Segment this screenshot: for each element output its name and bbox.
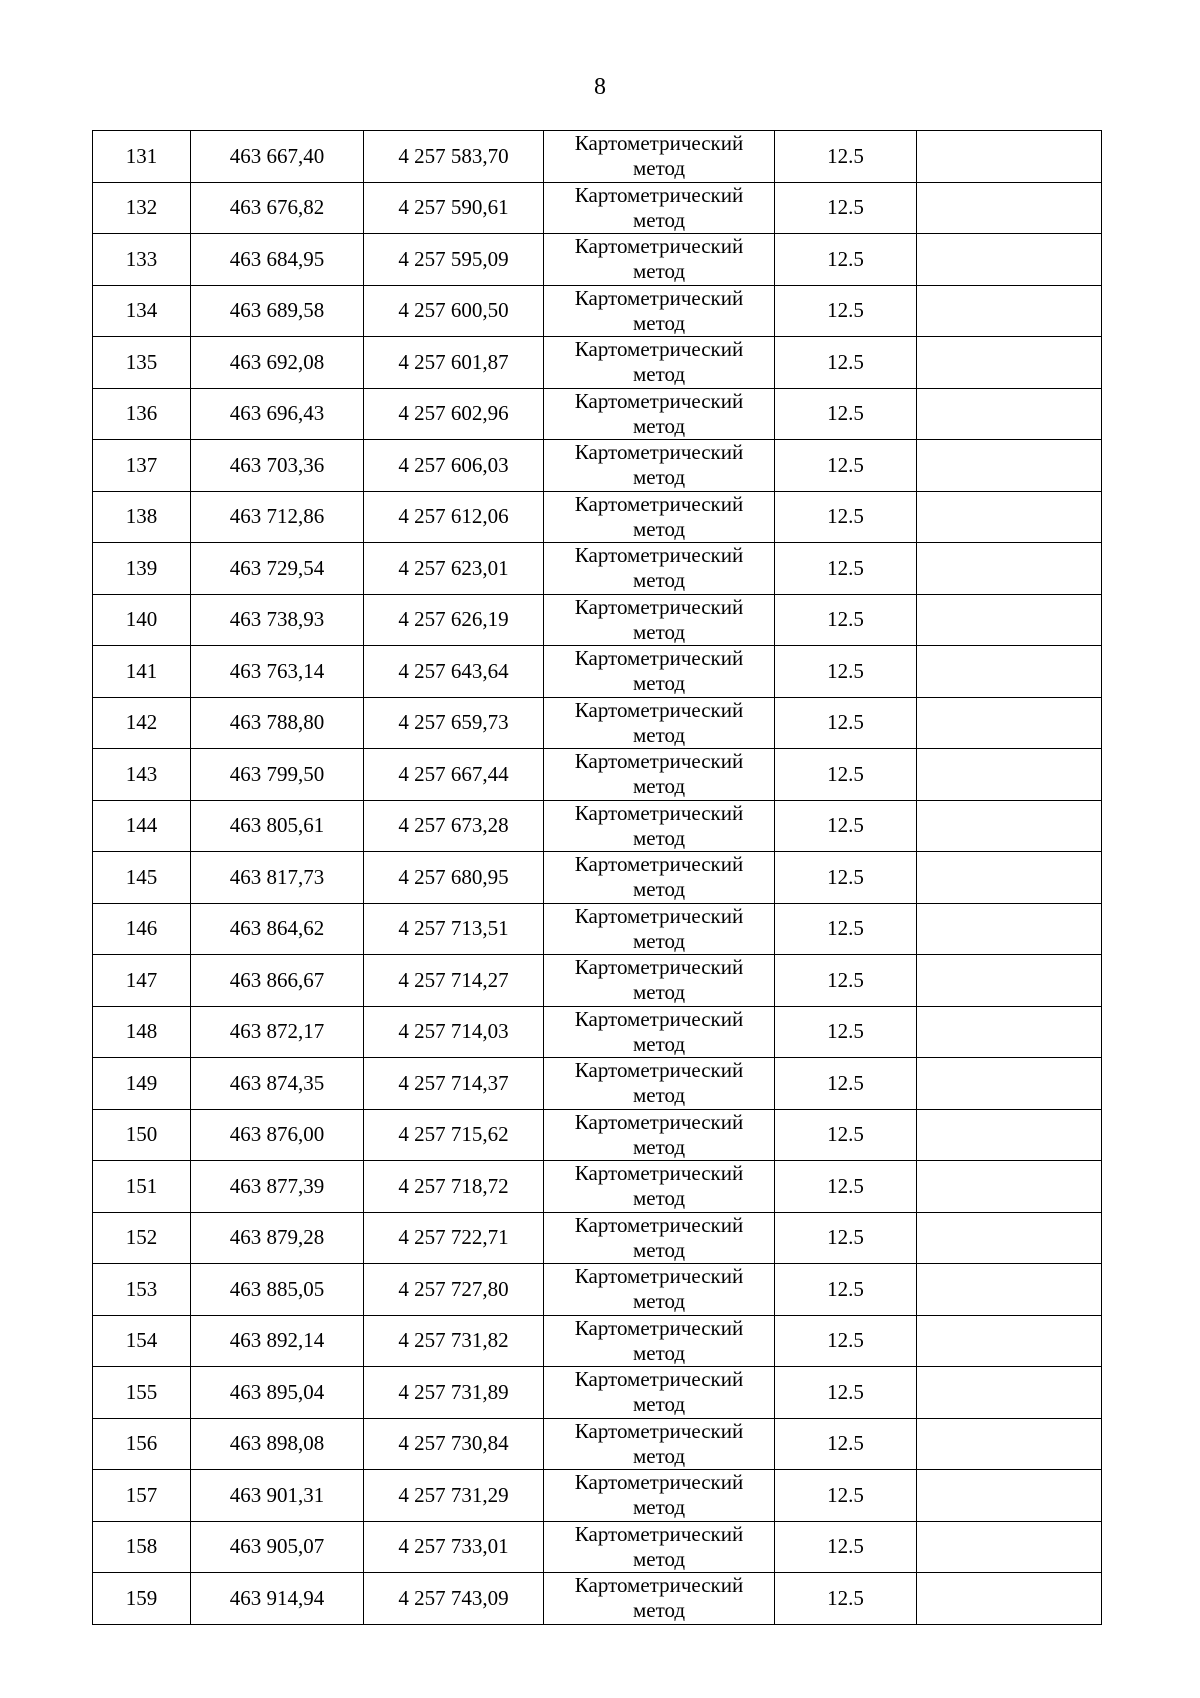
y-coordinate-cell: 4 257 590,61 — [364, 182, 544, 234]
table-row — [93, 749, 1102, 801]
method-line-2: метод — [632, 1546, 686, 1571]
point-number-cell: 131 — [93, 131, 191, 183]
method-line-2: метод — [632, 310, 686, 335]
method-cell — [544, 234, 775, 286]
table-row — [93, 491, 1102, 543]
method-line-1: Картометрический — [574, 1058, 744, 1083]
x-coordinate-cell: 463 763,14 — [191, 646, 364, 698]
y-coordinate-cell: 4 257 714,37 — [364, 1058, 544, 1110]
note-cell — [917, 1367, 1102, 1419]
table-row — [93, 1521, 1102, 1573]
accuracy-cell: 12.5 — [775, 1418, 917, 1470]
y-coordinate-cell: 4 257 626,19 — [364, 594, 544, 646]
x-coordinate-cell: 463 914,94 — [191, 1573, 364, 1625]
y-coordinate-cell: 4 257 601,87 — [364, 337, 544, 389]
x-coordinate-cell: 463 895,04 — [191, 1367, 364, 1419]
coordinates-table — [92, 130, 1102, 1625]
note-cell — [917, 1521, 1102, 1573]
x-coordinate-cell: 463 866,67 — [191, 955, 364, 1007]
method-cell — [544, 749, 775, 801]
accuracy-cell: 12.5 — [775, 852, 917, 904]
method-cell — [544, 337, 775, 389]
accuracy-cell: 12.5 — [775, 285, 917, 337]
method-cell — [544, 903, 775, 955]
method-line-2: метод — [632, 1186, 686, 1211]
x-coordinate-cell: 463 905,07 — [191, 1521, 364, 1573]
method-line-2: метод — [632, 362, 686, 387]
y-coordinate-cell: 4 257 713,51 — [364, 903, 544, 955]
y-coordinate-cell: 4 257 659,73 — [364, 697, 544, 749]
method-line-2: метод — [632, 1083, 686, 1108]
y-coordinate-cell: 4 257 714,27 — [364, 955, 544, 1007]
x-coordinate-cell: 463 703,36 — [191, 440, 364, 492]
method-cell — [544, 440, 775, 492]
x-coordinate-cell: 463 864,62 — [191, 903, 364, 955]
method-line-2: метод — [632, 825, 686, 850]
method-line-2: метод — [632, 1134, 686, 1159]
method-line-1: Картометрический — [574, 131, 744, 156]
x-coordinate-cell: 463 892,14 — [191, 1315, 364, 1367]
method-cell — [544, 1212, 775, 1264]
coordinates-table-body — [93, 131, 1102, 1625]
y-coordinate-cell: 4 257 595,09 — [364, 234, 544, 286]
point-number-cell: 133 — [93, 234, 191, 286]
accuracy-cell: 12.5 — [775, 1315, 917, 1367]
table-row — [93, 1315, 1102, 1367]
y-coordinate-cell: 4 257 583,70 — [364, 131, 544, 183]
note-cell — [917, 1315, 1102, 1367]
note-cell — [917, 182, 1102, 234]
method-line-1: Картометрический — [574, 1161, 744, 1186]
accuracy-cell: 12.5 — [775, 1573, 917, 1625]
x-coordinate-cell: 463 684,95 — [191, 234, 364, 286]
x-coordinate-cell: 463 901,31 — [191, 1470, 364, 1522]
method-line-1: Картометрический — [574, 285, 744, 310]
y-coordinate-cell: 4 257 731,82 — [364, 1315, 544, 1367]
point-number-cell: 136 — [93, 388, 191, 440]
note-cell — [917, 337, 1102, 389]
accuracy-cell: 12.5 — [775, 1470, 917, 1522]
y-coordinate-cell: 4 257 715,62 — [364, 1109, 544, 1161]
method-line-1: Картометрический — [574, 955, 744, 980]
x-coordinate-cell: 463 712,86 — [191, 491, 364, 543]
note-cell — [917, 1573, 1102, 1625]
method-line-1: Картометрический — [574, 1212, 744, 1237]
method-line-1: Картометрический — [574, 1315, 744, 1340]
note-cell — [917, 1470, 1102, 1522]
table-row — [93, 1006, 1102, 1058]
method-cell — [544, 594, 775, 646]
table-row — [93, 543, 1102, 595]
point-number-cell: 135 — [93, 337, 191, 389]
method-cell — [544, 646, 775, 698]
method-line-2: метод — [632, 1031, 686, 1056]
y-coordinate-cell: 4 257 718,72 — [364, 1161, 544, 1213]
y-coordinate-cell: 4 257 727,80 — [364, 1264, 544, 1316]
method-line-1: Картометрический — [574, 1367, 744, 1392]
note-cell — [917, 903, 1102, 955]
method-line-2: метод — [632, 259, 686, 284]
method-cell — [544, 131, 775, 183]
y-coordinate-cell: 4 257 731,29 — [364, 1470, 544, 1522]
y-coordinate-cell: 4 257 730,84 — [364, 1418, 544, 1470]
method-line-2: метод — [632, 1340, 686, 1365]
table-row — [93, 1418, 1102, 1470]
method-cell — [544, 1521, 775, 1573]
note-cell — [917, 800, 1102, 852]
accuracy-cell: 12.5 — [775, 1212, 917, 1264]
accuracy-cell: 12.5 — [775, 1109, 917, 1161]
method-line-2: метод — [632, 207, 686, 232]
note-cell — [917, 491, 1102, 543]
method-cell — [544, 1109, 775, 1161]
method-line-2: метод — [632, 774, 686, 799]
note-cell — [917, 646, 1102, 698]
x-coordinate-cell: 463 805,61 — [191, 800, 364, 852]
method-line-1: Картометрический — [574, 1521, 744, 1546]
point-number-cell: 148 — [93, 1006, 191, 1058]
table-row — [93, 594, 1102, 646]
method-line-2: метод — [632, 1598, 686, 1623]
method-line-2: метод — [632, 980, 686, 1005]
x-coordinate-cell: 463 689,58 — [191, 285, 364, 337]
note-cell — [917, 594, 1102, 646]
accuracy-cell: 12.5 — [775, 543, 917, 595]
method-cell — [544, 388, 775, 440]
method-line-2: метод — [632, 1443, 686, 1468]
x-coordinate-cell: 463 788,80 — [191, 697, 364, 749]
point-number-cell: 157 — [93, 1470, 191, 1522]
note-cell — [917, 1161, 1102, 1213]
x-coordinate-cell: 463 898,08 — [191, 1418, 364, 1470]
note-cell — [917, 1212, 1102, 1264]
method-line-1: Картометрический — [574, 1109, 744, 1134]
method-line-2: метод — [632, 619, 686, 644]
accuracy-cell: 12.5 — [775, 1521, 917, 1573]
accuracy-cell: 12.5 — [775, 491, 917, 543]
method-cell — [544, 955, 775, 1007]
accuracy-cell: 12.5 — [775, 594, 917, 646]
method-cell — [544, 543, 775, 595]
method-line-1: Картометрический — [574, 800, 744, 825]
note-cell — [917, 285, 1102, 337]
point-number-cell: 132 — [93, 182, 191, 234]
y-coordinate-cell: 4 257 643,64 — [364, 646, 544, 698]
method-cell — [544, 1573, 775, 1625]
point-number-cell: 144 — [93, 800, 191, 852]
method-line-2: метод — [632, 413, 686, 438]
y-coordinate-cell: 4 257 667,44 — [364, 749, 544, 801]
method-line-1: Картометрический — [574, 440, 744, 465]
point-number-cell: 140 — [93, 594, 191, 646]
method-line-1: Картометрический — [574, 1006, 744, 1031]
method-line-1: Картометрический — [574, 491, 744, 516]
method-line-2: метод — [632, 516, 686, 541]
table-row — [93, 800, 1102, 852]
point-number-cell: 159 — [93, 1573, 191, 1625]
point-number-cell: 156 — [93, 1418, 191, 1470]
method-line-1: Картометрический — [574, 1470, 744, 1495]
note-cell — [917, 1418, 1102, 1470]
table-row — [93, 1264, 1102, 1316]
method-cell — [544, 852, 775, 904]
table-row — [93, 234, 1102, 286]
method-cell — [544, 1161, 775, 1213]
accuracy-cell: 12.5 — [775, 800, 917, 852]
page-number: 8 — [594, 74, 606, 100]
method-cell — [544, 1470, 775, 1522]
point-number-cell: 142 — [93, 697, 191, 749]
table-row — [93, 1470, 1102, 1522]
point-number-cell: 143 — [93, 749, 191, 801]
x-coordinate-cell: 463 676,82 — [191, 182, 364, 234]
accuracy-cell: 12.5 — [775, 955, 917, 1007]
x-coordinate-cell: 463 692,08 — [191, 337, 364, 389]
point-number-cell: 149 — [93, 1058, 191, 1110]
table-row — [93, 955, 1102, 1007]
method-line-2: метод — [632, 671, 686, 696]
accuracy-cell: 12.5 — [775, 388, 917, 440]
method-line-1: Картометрический — [574, 234, 744, 259]
point-number-cell: 147 — [93, 955, 191, 1007]
note-cell — [917, 388, 1102, 440]
method-line-2: метод — [632, 568, 686, 593]
point-number-cell: 138 — [93, 491, 191, 543]
note-cell — [917, 131, 1102, 183]
x-coordinate-cell: 463 885,05 — [191, 1264, 364, 1316]
accuracy-cell: 12.5 — [775, 697, 917, 749]
x-coordinate-cell: 463 729,54 — [191, 543, 364, 595]
y-coordinate-cell: 4 257 612,06 — [364, 491, 544, 543]
method-line-1: Картометрический — [574, 646, 744, 671]
point-number-cell: 153 — [93, 1264, 191, 1316]
accuracy-cell: 12.5 — [775, 903, 917, 955]
x-coordinate-cell: 463 877,39 — [191, 1161, 364, 1213]
accuracy-cell: 12.5 — [775, 1367, 917, 1419]
x-coordinate-cell: 463 876,00 — [191, 1109, 364, 1161]
method-line-1: Картометрический — [574, 1573, 744, 1598]
point-number-cell: 158 — [93, 1521, 191, 1573]
point-number-cell: 134 — [93, 285, 191, 337]
table-row — [93, 1109, 1102, 1161]
y-coordinate-cell: 4 257 680,95 — [364, 852, 544, 904]
accuracy-cell: 12.5 — [775, 131, 917, 183]
method-cell — [544, 182, 775, 234]
point-number-cell: 137 — [93, 440, 191, 492]
method-line-2: метод — [632, 722, 686, 747]
note-cell — [917, 1006, 1102, 1058]
point-number-cell: 141 — [93, 646, 191, 698]
method-line-1: Картометрический — [574, 594, 744, 619]
accuracy-cell: 12.5 — [775, 749, 917, 801]
accuracy-cell: 12.5 — [775, 1006, 917, 1058]
method-line-1: Картометрический — [574, 852, 744, 877]
point-number-cell: 154 — [93, 1315, 191, 1367]
y-coordinate-cell: 4 257 602,96 — [364, 388, 544, 440]
point-number-cell: 146 — [93, 903, 191, 955]
method-line-1: Картометрический — [574, 388, 744, 413]
method-cell — [544, 1058, 775, 1110]
y-coordinate-cell: 4 257 722,71 — [364, 1212, 544, 1264]
method-line-2: метод — [632, 1237, 686, 1262]
accuracy-cell: 12.5 — [775, 1058, 917, 1110]
method-cell — [544, 1006, 775, 1058]
method-line-1: Картометрический — [574, 337, 744, 362]
accuracy-cell: 12.5 — [775, 1264, 917, 1316]
note-cell — [917, 1058, 1102, 1110]
method-line-2: метод — [632, 1392, 686, 1417]
note-cell — [917, 955, 1102, 1007]
note-cell — [917, 543, 1102, 595]
x-coordinate-cell: 463 738,93 — [191, 594, 364, 646]
note-cell — [917, 1109, 1102, 1161]
accuracy-cell: 12.5 — [775, 234, 917, 286]
table-row — [93, 1161, 1102, 1213]
method-line-1: Картометрический — [574, 1264, 744, 1289]
method-line-1: Картометрический — [574, 543, 744, 568]
y-coordinate-cell: 4 257 743,09 — [364, 1573, 544, 1625]
method-line-2: метод — [632, 877, 686, 902]
point-number-cell: 150 — [93, 1109, 191, 1161]
method-cell — [544, 697, 775, 749]
note-cell — [917, 440, 1102, 492]
y-coordinate-cell: 4 257 600,50 — [364, 285, 544, 337]
note-cell — [917, 749, 1102, 801]
method-line-1: Картометрический — [574, 697, 744, 722]
y-coordinate-cell: 4 257 714,03 — [364, 1006, 544, 1058]
table-row — [93, 903, 1102, 955]
table-row — [93, 337, 1102, 389]
accuracy-cell: 12.5 — [775, 440, 917, 492]
table-row — [93, 1367, 1102, 1419]
note-cell — [917, 697, 1102, 749]
method-line-2: метод — [632, 156, 686, 181]
note-cell — [917, 1264, 1102, 1316]
y-coordinate-cell: 4 257 606,03 — [364, 440, 544, 492]
method-cell — [544, 1315, 775, 1367]
note-cell — [917, 234, 1102, 286]
method-cell — [544, 285, 775, 337]
point-number-cell: 139 — [93, 543, 191, 595]
x-coordinate-cell: 463 874,35 — [191, 1058, 364, 1110]
note-cell — [917, 852, 1102, 904]
table-row — [93, 1212, 1102, 1264]
method-cell — [544, 1418, 775, 1470]
x-coordinate-cell: 463 667,40 — [191, 131, 364, 183]
point-number-cell: 145 — [93, 852, 191, 904]
y-coordinate-cell: 4 257 673,28 — [364, 800, 544, 852]
accuracy-cell: 12.5 — [775, 1161, 917, 1213]
method-cell — [544, 491, 775, 543]
accuracy-cell: 12.5 — [775, 337, 917, 389]
table-row — [93, 1058, 1102, 1110]
table-row — [93, 131, 1102, 183]
x-coordinate-cell: 463 872,17 — [191, 1006, 364, 1058]
x-coordinate-cell: 463 799,50 — [191, 749, 364, 801]
point-number-cell: 152 — [93, 1212, 191, 1264]
table-row — [93, 388, 1102, 440]
y-coordinate-cell: 4 257 623,01 — [364, 543, 544, 595]
accuracy-cell: 12.5 — [775, 182, 917, 234]
table-row — [93, 646, 1102, 698]
table-row — [93, 182, 1102, 234]
method-line-1: Картометрический — [574, 903, 744, 928]
table-row — [93, 1573, 1102, 1625]
method-line-2: метод — [632, 928, 686, 953]
x-coordinate-cell: 463 879,28 — [191, 1212, 364, 1264]
method-line-1: Картометрический — [574, 182, 744, 207]
method-line-1: Картометрический — [574, 1418, 744, 1443]
table-row — [93, 285, 1102, 337]
method-cell — [544, 800, 775, 852]
x-coordinate-cell: 463 817,73 — [191, 852, 364, 904]
method-line-2: метод — [632, 465, 686, 490]
point-number-cell: 155 — [93, 1367, 191, 1419]
accuracy-cell: 12.5 — [775, 646, 917, 698]
table-row — [93, 440, 1102, 492]
method-line-2: метод — [632, 1495, 686, 1520]
y-coordinate-cell: 4 257 733,01 — [364, 1521, 544, 1573]
method-cell — [544, 1264, 775, 1316]
point-number-cell: 151 — [93, 1161, 191, 1213]
table-row — [93, 852, 1102, 904]
y-coordinate-cell: 4 257 731,89 — [364, 1367, 544, 1419]
method-line-2: метод — [632, 1289, 686, 1314]
method-cell — [544, 1367, 775, 1419]
method-line-1: Картометрический — [574, 749, 744, 774]
table-row — [93, 697, 1102, 749]
x-coordinate-cell: 463 696,43 — [191, 388, 364, 440]
